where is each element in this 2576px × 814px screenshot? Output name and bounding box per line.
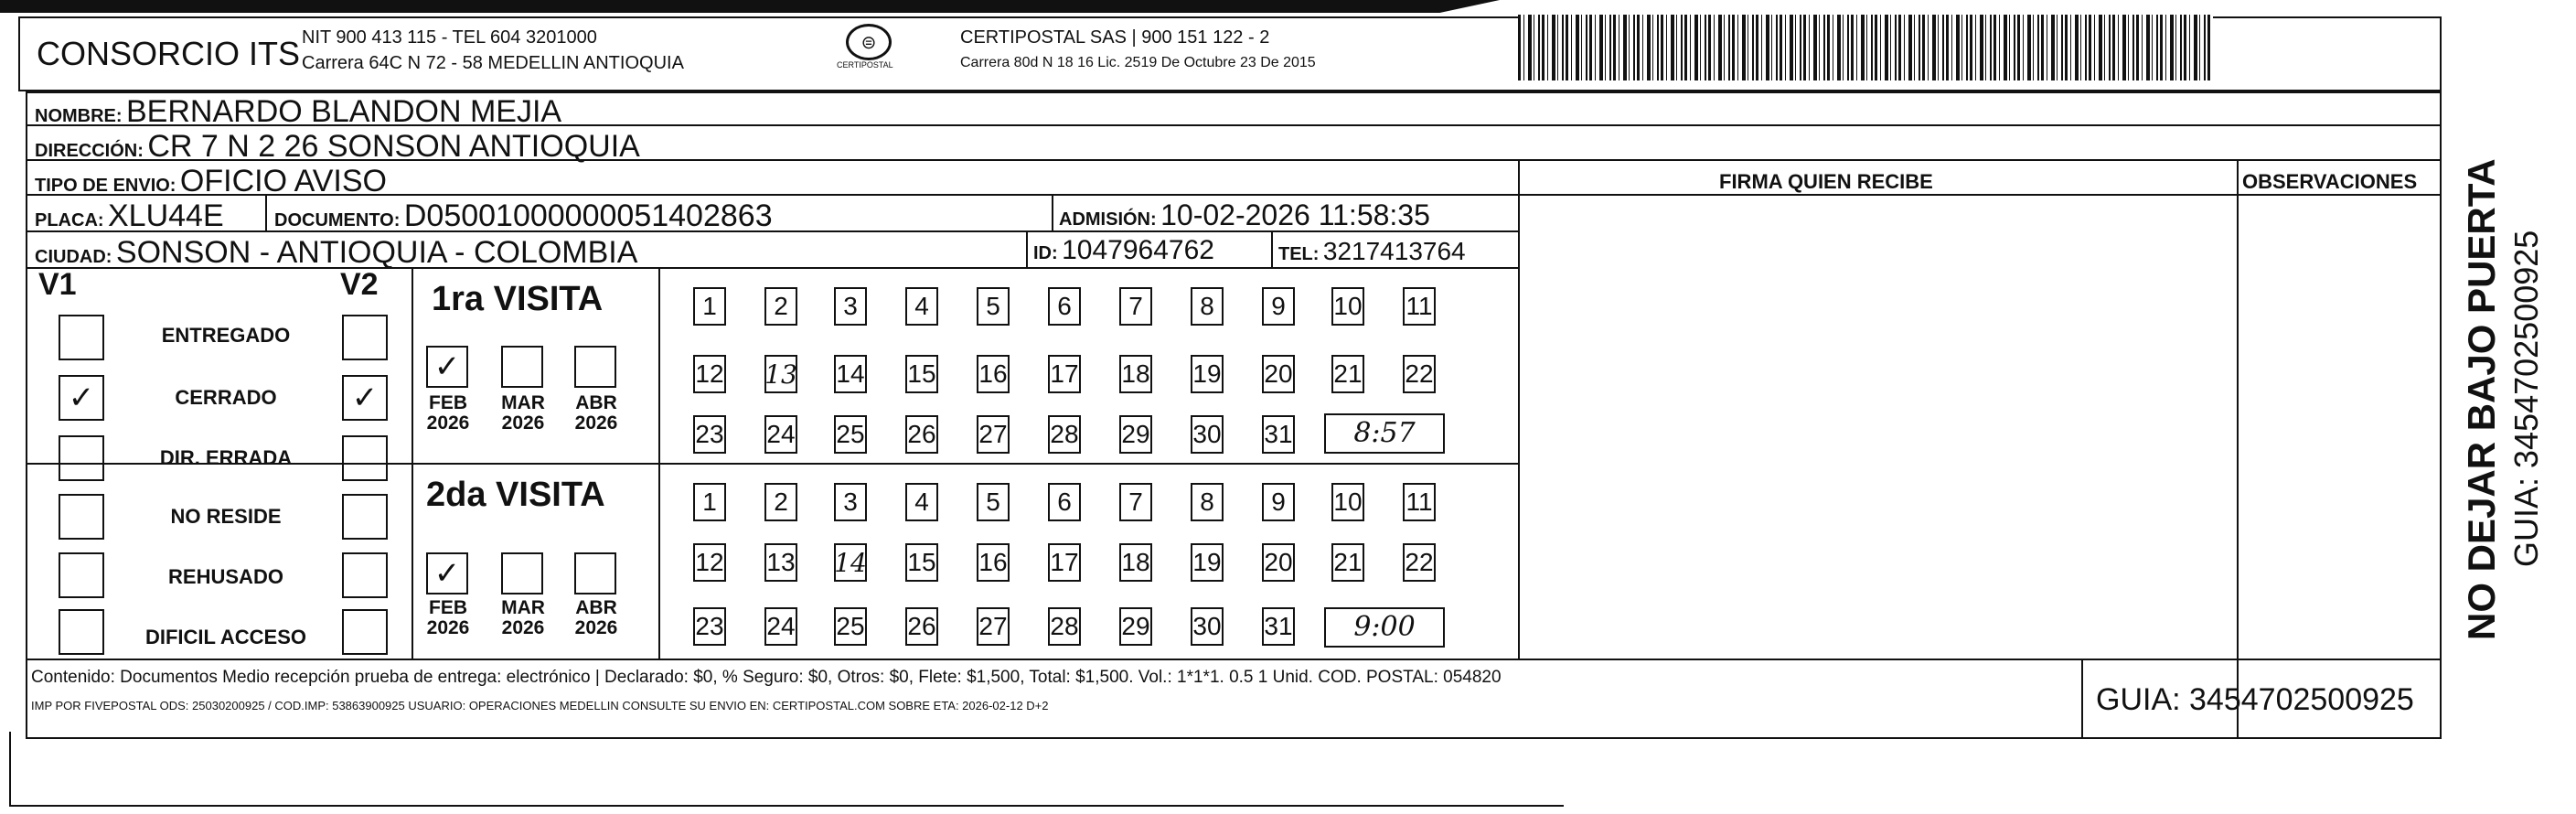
documento-label: DOCUMENTO:: [274, 210, 401, 230]
day-cell[interactable]: 22: [1403, 543, 1436, 582]
v1-header: V1: [38, 267, 77, 302]
tipo-value: OFICIO AVISO: [179, 164, 388, 198]
id-label: ID:: [1033, 243, 1058, 263]
side-warning: NO DEJAR BAJO PUERTA: [2460, 158, 2503, 640]
day-cell[interactable]: 18: [1119, 355, 1152, 393]
first-visit-time: 8:57: [1324, 413, 1445, 454]
documento-value: D05001000000051402863: [403, 198, 773, 233]
second-visit-time: 9:00: [1324, 607, 1445, 648]
month-name: MAR: [501, 597, 545, 618]
row-line: [26, 194, 2442, 196]
option-cerrado: CERRADO: [175, 386, 277, 409]
admision-value: 10-02-2026 11:58:35: [1160, 198, 1430, 231]
col-line: [412, 267, 413, 659]
row-line: [2237, 194, 2442, 196]
v2-entregado-checkbox[interactable]: [342, 315, 388, 360]
v1-rehusado-checkbox[interactable]: [59, 552, 104, 598]
day-cell[interactable]: 2: [764, 287, 797, 326]
page-bottom-line: [9, 805, 1564, 807]
v1-dificil-acceso-checkbox[interactable]: [59, 609, 104, 655]
direccion-value: CR 7 N 2 26 SONSON ANTIOQUIA: [147, 129, 640, 164]
option-no-reside: NO RESIDE: [170, 505, 282, 528]
logo-caption: CERTIPOSTAL: [837, 60, 893, 70]
company-name: CONSORCIO ITS: [37, 35, 301, 72]
day-cell[interactable]: 11: [1403, 483, 1436, 521]
barcode: [1518, 15, 2213, 80]
first-month-mar: [496, 393, 550, 434]
second-month-feb: [421, 598, 476, 638]
day-cell[interactable]: 28: [1048, 607, 1081, 646]
side-guia: GUIA: 3454702500925: [2507, 230, 2545, 567]
id-row: [1033, 235, 1214, 266]
top-edge-band: [0, 0, 1500, 13]
ciudad-value: SONSON - ANTIOQUIA - COLOMBIA: [115, 235, 638, 270]
v1-dir-errada-checkbox[interactable]: [59, 435, 104, 481]
month-name: FEB: [429, 392, 467, 413]
handwritten-check-icon: ✓: [433, 555, 461, 592]
month-year: 2026: [501, 617, 545, 638]
day-cell[interactable]: 19: [1191, 543, 1224, 582]
ciudad-label: CIUDAD:: [35, 247, 112, 267]
handwritten-check-icon: ✓: [351, 380, 379, 416]
nombre-label: NOMBRE:: [35, 106, 123, 126]
first-month-abr-checkbox[interactable]: [574, 346, 616, 388]
day-cell[interactable]: 21: [1331, 543, 1364, 582]
first-visit-title: 1ra VISITA: [432, 280, 604, 318]
day-cell[interactable]: 13: [764, 355, 797, 393]
second-month-feb-checkbox[interactable]: [426, 552, 468, 594]
day-cell[interactable]: 27: [977, 607, 1010, 646]
day-cell[interactable]: 16: [977, 355, 1010, 393]
day-cell[interactable]: 8: [1191, 483, 1224, 521]
day-cell[interactable]: 1: [693, 483, 726, 521]
day-cell[interactable]: 12: [693, 543, 726, 582]
day-cell[interactable]: 7: [1119, 483, 1152, 521]
day-cell[interactable]: 20: [1262, 355, 1295, 393]
documento-row: [274, 198, 773, 234]
direccion-row: [35, 129, 640, 165]
day-cell[interactable]: 25: [834, 415, 867, 454]
v2-cerrado-checkbox[interactable]: [342, 375, 388, 421]
second-month-mar-checkbox[interactable]: [501, 552, 543, 594]
month-name: ABR: [575, 597, 617, 618]
day-cell[interactable]: 12: [693, 355, 726, 393]
option-dificil-acceso: DIFICIL ACCESO: [144, 626, 306, 648]
day-cell[interactable]: 14: [834, 355, 867, 393]
company-nit: NIT 900 413 115 - TEL 604 3201000: [302, 27, 597, 48]
certipostal-logo-icon: ⊜: [846, 24, 892, 60]
col-line: [1052, 194, 1053, 230]
month-year: 2026: [426, 412, 470, 434]
admision-label: ADMISIÓN:: [1059, 209, 1157, 230]
option-entregado: ENTREGADO: [161, 324, 291, 347]
day-cell[interactable]: 22: [1403, 355, 1436, 393]
month-name: ABR: [575, 392, 617, 413]
nombre-row: [35, 94, 561, 130]
tel-label: TEL:: [1278, 244, 1320, 264]
v2-dir-errada-checkbox[interactable]: [342, 435, 388, 481]
ciudad-row: [35, 235, 637, 271]
placa-row: [35, 198, 224, 234]
second-month-abr-checkbox[interactable]: [574, 552, 616, 594]
col-line: [1271, 230, 1273, 267]
tel-row: [1278, 237, 1466, 266]
direccion-label: DIRECCIÓN:: [35, 141, 144, 161]
contenido-text: Contenido: Documentos Medio recepción prueba de entrega: electrónico | Declarado: $0, % Seguro: $0, Otros: $0, Flete: $1,500, Total: $1,500. Vol.: 1*1*1. 0.5 1 Unid. COD. POSTAL: 054820: [31, 668, 1502, 687]
placa-label: PLACA:: [35, 210, 104, 230]
month-year: 2026: [501, 412, 545, 434]
col-line: [658, 267, 660, 659]
first-month-feb: [421, 393, 476, 434]
v1-entregado-checkbox[interactable]: [59, 315, 104, 360]
day-cell[interactable]: 14: [834, 543, 867, 582]
col-line: [265, 194, 267, 230]
day-cell[interactable]: 17: [1048, 355, 1081, 393]
tipo-label: TIPO DE ENVIO:: [35, 176, 176, 196]
first-month-mar-checkbox[interactable]: [501, 346, 543, 388]
day-cell[interactable]: 5: [977, 483, 1010, 521]
day-cell[interactable]: 26: [905, 607, 938, 646]
day-cell[interactable]: 29: [1119, 415, 1152, 454]
v1-cerrado-checkbox[interactable]: [59, 375, 104, 421]
month-year: 2026: [574, 412, 618, 434]
first-month-feb-checkbox[interactable]: [426, 346, 468, 388]
id-value: 1047964762: [1062, 235, 1214, 265]
day-cell[interactable]: 31: [1262, 415, 1295, 454]
day-cell[interactable]: 3: [834, 287, 867, 326]
month-name: FEB: [429, 597, 467, 618]
carrier-name: CERTIPOSTAL SAS | 900 151 122 - 2: [960, 27, 1270, 48]
day-cell[interactable]: 7: [1119, 287, 1152, 326]
col-line: [1518, 159, 1520, 659]
day-cell[interactable]: 25: [834, 607, 867, 646]
tel-value: 3217413764: [1322, 237, 1466, 265]
day-cell[interactable]: 9: [1262, 483, 1295, 521]
day-cell[interactable]: 30: [1191, 607, 1224, 646]
day-cell[interactable]: 28: [1048, 415, 1081, 454]
day-cell[interactable]: 11: [1403, 287, 1436, 326]
day-cell[interactable]: 1: [693, 287, 726, 326]
second-month-mar: [496, 598, 550, 638]
form-box: [26, 91, 2442, 739]
day-cell[interactable]: 24: [764, 607, 797, 646]
day-cell[interactable]: 3: [834, 483, 867, 521]
day-cell[interactable]: 9: [1262, 287, 1295, 326]
col-line: [1026, 230, 1028, 267]
v1-no-reside-checkbox[interactable]: [59, 494, 104, 540]
day-cell[interactable]: 21: [1331, 355, 1364, 393]
day-cell[interactable]: 31: [1262, 607, 1295, 646]
day-cell[interactable]: 4: [905, 483, 938, 521]
nombre-value: BERNARDO BLANDON MEJIA: [126, 94, 562, 129]
day-cell[interactable]: 2: [764, 483, 797, 521]
tipo-row: [35, 164, 387, 199]
option-rehusado: REHUSADO: [168, 565, 283, 588]
day-cell[interactable]: 15: [905, 355, 938, 393]
carrier-address: Carrera 80d N 18 16 Lic. 2519 De Octubre 23 De 2015: [960, 55, 1316, 70]
v2-dificil-acceso-checkbox[interactable]: [342, 609, 388, 655]
second-visit-title: 2da VISITA: [426, 476, 605, 514]
observaciones-header: OBSERVACIONES: [2242, 170, 2418, 193]
day-cell[interactable]: 23: [693, 415, 726, 454]
first-month-abr: [569, 393, 624, 434]
day-cell[interactable]: 6: [1048, 287, 1081, 326]
handwritten-check-icon: ✓: [433, 348, 461, 385]
day-cell[interactable]: 10: [1331, 287, 1364, 326]
day-cell[interactable]: 23: [693, 607, 726, 646]
admision-row: [1059, 198, 1430, 232]
month-year: 2026: [574, 617, 618, 638]
day-cell[interactable]: 17: [1048, 543, 1081, 582]
day-cell[interactable]: 13: [764, 543, 797, 582]
row-line: [26, 659, 2442, 660]
day-cell[interactable]: 27: [977, 415, 1010, 454]
handwritten-check-icon: ✓: [68, 380, 95, 416]
day-cell[interactable]: 30: [1191, 415, 1224, 454]
day-cell[interactable]: 19: [1191, 355, 1224, 393]
col-line: [2081, 659, 2083, 739]
page-left-line: [9, 732, 11, 807]
day-cell[interactable]: 24: [764, 415, 797, 454]
v2-header: V2: [340, 267, 379, 302]
second-month-abr: [569, 598, 624, 638]
day-cell[interactable]: 6: [1048, 483, 1081, 521]
placa-value: XLU44E: [108, 198, 224, 233]
option-dir-errada: DIR. ERRADA: [159, 446, 293, 469]
day-cell[interactable]: 4: [905, 287, 938, 326]
col-line: [2237, 159, 2239, 739]
day-cell[interactable]: 16: [977, 543, 1010, 582]
imp-text: IMP POR FIVEPOSTAL ODS: 25030200925 / COD.IMP: 53863900925 USUARIO: OPERACIONES MEDELLIN CONSULTE SU ENVIO EN: CERTIPOSTAL.COM SOBRE ETA: 2026-02-12 D+2: [31, 699, 1049, 712]
v2-no-reside-checkbox[interactable]: [342, 494, 388, 540]
day-cell[interactable]: 18: [1119, 543, 1152, 582]
month-name: MAR: [501, 392, 545, 413]
day-cell[interactable]: 5: [977, 287, 1010, 326]
footer-guia: GUIA: 3454702500925: [2096, 682, 2414, 717]
day-cell[interactable]: 8: [1191, 287, 1224, 326]
v2-rehusado-checkbox[interactable]: [342, 552, 388, 598]
day-cell[interactable]: 26: [905, 415, 938, 454]
month-year: 2026: [426, 617, 470, 638]
day-cell[interactable]: 29: [1119, 607, 1152, 646]
day-cell[interactable]: 10: [1331, 483, 1364, 521]
firma-header: FIRMA QUIEN RECIBE: [1719, 170, 1933, 193]
day-cell[interactable]: 15: [905, 543, 938, 582]
company-address: Carrera 64C N 72 - 58 MEDELLIN ANTIOQUIA: [302, 53, 684, 73]
day-cell[interactable]: 20: [1262, 543, 1295, 582]
